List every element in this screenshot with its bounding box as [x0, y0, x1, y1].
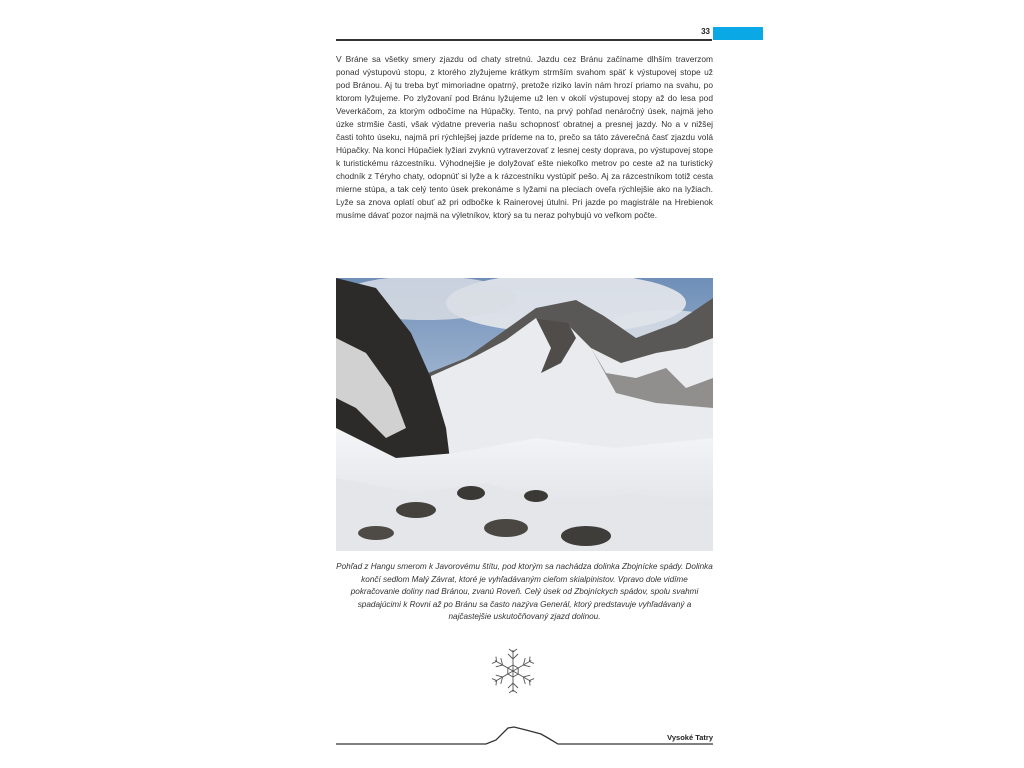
mountain-photo-illustration: [336, 278, 713, 551]
photo-caption: Pohľad z Hangu smerom k Javorovému štítu, pod ktorým sa nachádza dolinka Zbojnícke spády. Dolinka končí sedlom Malý Závrat, ktoré je vyhľadávaným cieľom skialpinistov. Vpravo dole vidíme pokračovanie doliny nad Bránou, zvanú Roveň. Celý úsek od Zbojníckych spádov, spolu svahmi spadajúcimi k Rovni až po Bránu sa často nazýva Generál, ktorý predstavuje vyhľadávaný a najčastejšie uskutočňovaný zjazd dolinou.: [336, 562, 713, 622]
footer-label: Vysoké Tatry: [667, 733, 713, 742]
mountain-photo: [336, 278, 713, 551]
page-tab-accent: [713, 27, 763, 40]
header-rule: [336, 39, 712, 41]
body-paragraph: V Bráne sa všetky smery zjazdu od chaty stretnú. Jazdu cez Bránu začíname dlhším traverzom ponad výstupovú stopu, z ktorého zlyžujeme krátkym strmším svahom späť k výstupovej stope už pod Bránou. Aj tu treba byť mimoriadne opatrný, pretože riziko lavín nám hrozí priamo na svahu, po ktorom lyžujeme. Po zlyžovaní pod Bránu lyžujeme už len v okolí výstupovej stopy až do lesa pod Veverkáčom, za ktorým odbočíme na Húpačky. Tento, na prvý pohľad nenáročný úsek, najmä jeho úzke strmšie časti, však výdatne preveria našu schopnosť obratnej a presnej jazdy. No a v nižšej časti tohto úseku, najmä pri rýchlejšej jazde prídeme na to, prečo sa táto záverečná časť zjazdu volá Húpačky. Na konci Húpačiek lyžiari zvyknú vytraverzovať z lesnej cesty doprava, po výstupovej stope k turistickému rázcestníku. Výhodnejšie je dolyžovať ešte niekoľko metrov po ceste až na turistický chodník z Téryho chaty, odopnúť si lyže a k rázcestníku vystúpiť pešo. Aj za rázcestníkom totiž cesta mierne stúpa, a tak celý tento úsek prekonáme s lyžami na pleciach oveľa rýchlejšie ako na lyžiach. Lyže sa znova oplatí obuť až pri odbočke k Rainerovej útulni. Pri jazde po magistrále na Hrebienok musíme dávať pozor najmä na výletníkov, ktorý sa tu neraz pohybujú vo veľkom počte.: [336, 54, 713, 220]
snowflake-icon: [488, 646, 538, 696]
page-number: 33: [701, 27, 710, 36]
